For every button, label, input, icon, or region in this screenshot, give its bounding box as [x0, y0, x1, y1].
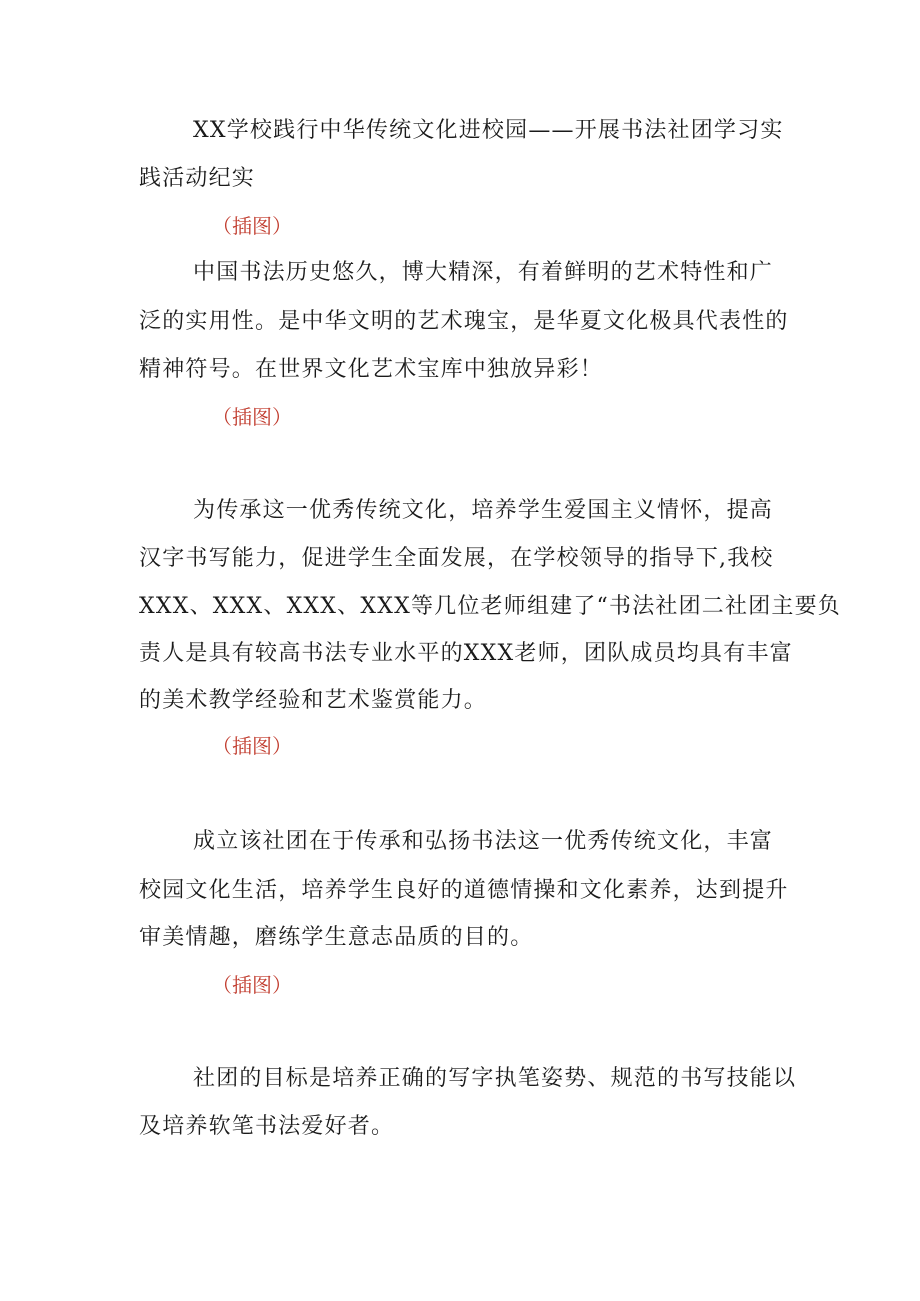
paragraph-3-line-1: 成立该社团在于传承和弘扬书法这一优秀传统文化，丰富	[193, 829, 774, 854]
paragraph-3-line-3: 审美情趣，磨练学生意志品质的目的。	[139, 925, 534, 950]
paragraph-2-line-5: 的美术教学经验和艺术鉴赏能力。	[139, 688, 488, 713]
paragraph-1-line-3: 精神符号。在世界文化艺术宝库中独放异彩！	[139, 357, 604, 382]
paragraph-4-line-2: 及培养软笔书法爱好者。	[139, 1114, 395, 1139]
illustration-placeholder-2: （插图）	[212, 405, 292, 429]
paragraph-2-line-4: 责人是具有较高书法专业水平的XXX老师，团队成员均具有丰富	[139, 641, 793, 666]
illustration-placeholder-4: （插图）	[212, 973, 292, 997]
title-line-2: 践活动纪实	[139, 166, 256, 191]
paragraph-1-line-1: 中国书法历史悠久，博大精深，有着鲜明的艺术特性和广	[193, 260, 774, 285]
paragraph-2-line-2: 汉字书写能力，促进学生全面发展，在学校领导的指导下,我校	[139, 546, 774, 571]
paragraph-4-line-1: 社团的目标是培养正确的写字执笔姿势、规范的书写技能以	[193, 1066, 797, 1091]
paragraph-2-line-1: 为传承这一优秀传统文化，培养学生爱国主义情怀，提高	[193, 498, 774, 523]
paragraph-3-line-2: 校园文化生活，培养学生良好的道德情操和文化素养，达到提升	[139, 878, 789, 903]
title-line-1: XX学校践行中华传统文化进校园——开展书法社团学习实	[193, 118, 784, 143]
illustration-placeholder-1: （插图）	[212, 214, 292, 238]
paragraph-1-line-2: 泛的实用性。是中华文明的艺术瑰宝，是华夏文化极具代表性的	[139, 309, 789, 334]
illustration-placeholder-3: （插图）	[212, 734, 292, 758]
paragraph-2-line-3: XXX、XXX、XXX、XXX等几位老师组建了“书法社团二社团主要负	[139, 594, 841, 619]
